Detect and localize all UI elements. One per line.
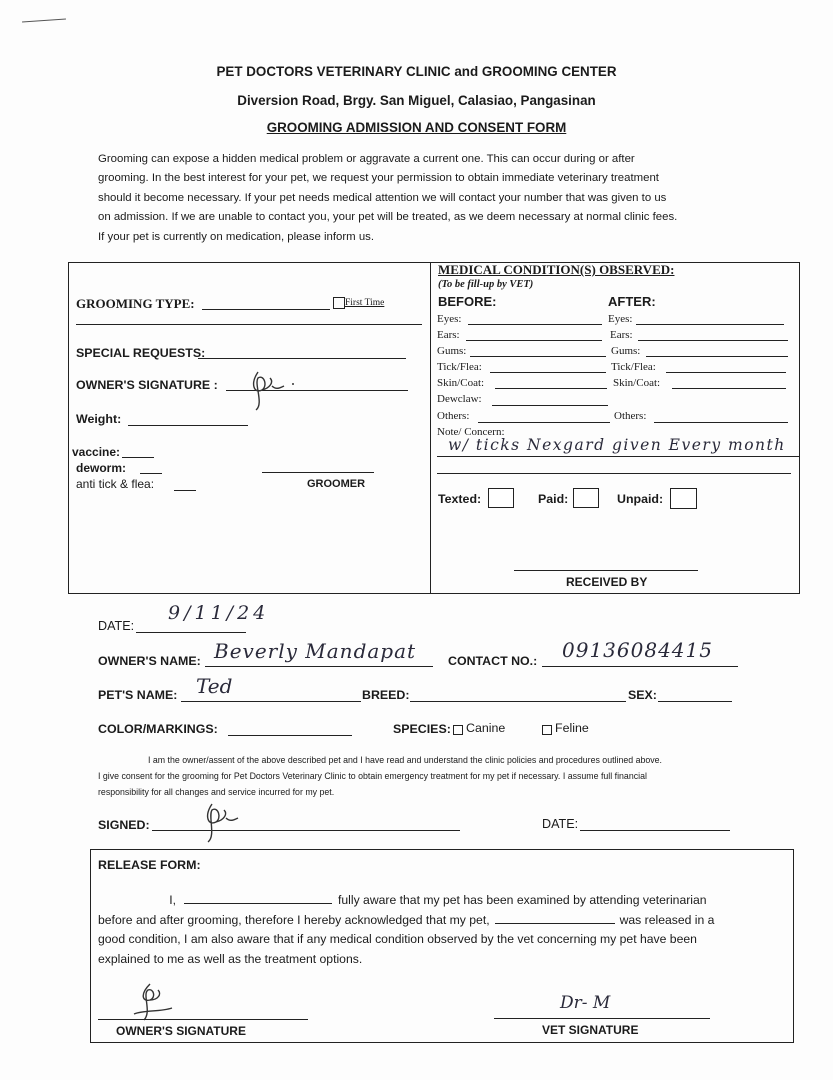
contact-label: CONTACT NO.: bbox=[448, 654, 538, 668]
vet-signature-handwriting: Dr- M bbox=[560, 993, 611, 1013]
date-field[interactable] bbox=[136, 632, 246, 633]
owner-signature-scribble bbox=[244, 364, 304, 414]
received-by-label: RECEIVED BY bbox=[566, 575, 648, 589]
before-ears-label: Ears: bbox=[437, 329, 460, 341]
weight-field[interactable] bbox=[128, 425, 248, 426]
owner-name-handwriting: Beverly Mandapat bbox=[214, 639, 417, 663]
consent-date-field[interactable] bbox=[580, 830, 730, 831]
release-title: RELEASE FORM: bbox=[98, 858, 201, 872]
sex-field[interactable] bbox=[658, 701, 732, 702]
breed-field[interactable] bbox=[410, 701, 626, 702]
date-handwriting: 9/11/24 bbox=[168, 602, 270, 624]
before-dewclaw-field[interactable] bbox=[492, 405, 608, 406]
section-divider bbox=[430, 262, 431, 594]
clinic-address: Diversion Road, Brgy. San Miguel, Calasiao, Pangasinan bbox=[237, 93, 596, 108]
after-tickflea-label: Tick/Flea: bbox=[611, 361, 656, 373]
signed-label: SIGNED: bbox=[98, 818, 150, 832]
texted-label: Texted: bbox=[438, 492, 482, 506]
before-dewclaw-label: Dewclaw: bbox=[437, 393, 482, 405]
unpaid-label: Unpaid: bbox=[617, 492, 664, 506]
before-ears-field[interactable] bbox=[466, 340, 602, 341]
sex-label: SEX: bbox=[628, 688, 657, 702]
pet-name-label: PET'S NAME: bbox=[98, 688, 178, 702]
grooming-type-field-2[interactable] bbox=[76, 324, 422, 325]
owners-signature-label: OWNER'S SIGNATURE : bbox=[76, 378, 218, 392]
after-eyes-label: Eyes: bbox=[608, 313, 633, 325]
received-by-field[interactable] bbox=[514, 570, 698, 571]
first-time-label: First Time bbox=[345, 298, 385, 308]
grooming-type-label: GROOMING TYPE: bbox=[76, 296, 195, 311]
paid-checkbox[interactable] bbox=[573, 488, 599, 508]
owner-name-label: OWNER'S NAME: bbox=[98, 654, 201, 668]
deworm-field[interactable] bbox=[140, 473, 162, 474]
special-requests-label: SPECIAL REQUESTS: bbox=[76, 346, 206, 360]
before-eyes-field[interactable] bbox=[468, 324, 602, 325]
after-others-field[interactable] bbox=[654, 422, 788, 423]
before-tickflea-label: Tick/Flea: bbox=[437, 361, 482, 373]
groomer-signature-field[interactable] bbox=[262, 472, 374, 473]
form-title: GROOMING ADMISSION AND CONSENT FORM bbox=[266, 120, 567, 135]
signed-signature-scribble bbox=[198, 798, 248, 846]
consent-line-3: responsibility for all changes and service incurred for my pet. bbox=[98, 787, 335, 797]
vet-signature-label: VET SIGNATURE bbox=[542, 1023, 639, 1037]
deworm-label: deworm: bbox=[76, 461, 127, 475]
consent-line-2: I give consent for the grooming for Pet Doctors Veterinary Clinic to obtain emergency treatment for my pet if necessary. I assume full financial bbox=[98, 771, 647, 781]
feline-label: Feline bbox=[555, 721, 589, 735]
after-ears-field[interactable] bbox=[638, 340, 788, 341]
contact-field[interactable] bbox=[542, 666, 738, 667]
after-gums-field[interactable] bbox=[646, 356, 788, 357]
release-name-field[interactable] bbox=[184, 891, 332, 904]
before-label: BEFORE: bbox=[438, 294, 497, 309]
groomer-label: GROOMER bbox=[307, 478, 366, 490]
before-others-field[interactable] bbox=[478, 422, 610, 423]
release-owner-signature-field[interactable] bbox=[98, 1019, 308, 1020]
intro-paragraph: Grooming can expose a hidden medical problem or aggravate a current one. This can occur during or after grooming. In the best interest for your pet, we request your permission to obtain immediate veterinary treatment should it become necessary. If your pet needs medical attention we will contact your number that was given to us on admission. If we are unable to contact you, your pet will be treated, as we deem necessary at normal clinic fees. If your pet is currently on medication, please inform us. bbox=[98, 153, 678, 243]
anti-tick-label: anti tick & flea: bbox=[76, 477, 155, 491]
medical-subtitle: (To be fill-up by VET) bbox=[438, 279, 534, 290]
consent-line-1: I am the owner/assent of the above described pet and I have read and understand the clinic policies and procedures outlined above. bbox=[148, 755, 662, 765]
release-paragraph: I, fully aware that my pet has been examined by attending veterinarian before and after grooming, therefore I hereby acknowledged that my pet, was released in a good condition, I am also aware that if any medical condition observed by the vet concerning my pet have been explained to me as well as the treatment options. bbox=[98, 893, 715, 966]
after-label: AFTER: bbox=[608, 294, 656, 309]
texted-checkbox[interactable] bbox=[488, 488, 514, 508]
after-skincoat-label: Skin/Coat: bbox=[613, 377, 661, 389]
color-markings-field[interactable] bbox=[228, 735, 352, 736]
anti-tick-field[interactable] bbox=[174, 490, 196, 491]
after-eyes-field[interactable] bbox=[636, 324, 784, 325]
after-ears-label: Ears: bbox=[610, 329, 633, 341]
contact-handwriting: 09136084415 bbox=[562, 638, 713, 662]
after-gums-label: Gums: bbox=[611, 345, 641, 357]
date-label: DATE: bbox=[98, 619, 135, 633]
grooming-type-field[interactable] bbox=[202, 309, 330, 310]
first-time-checkbox[interactable] bbox=[333, 297, 345, 309]
unpaid-checkbox[interactable] bbox=[670, 488, 697, 509]
color-markings-label: COLOR/MARKINGS: bbox=[98, 722, 218, 736]
vaccine-label: vaccine: bbox=[72, 445, 121, 459]
release-owner-signature-scribble bbox=[130, 980, 180, 1024]
canine-label: Canine bbox=[466, 721, 506, 735]
owner-name-field[interactable] bbox=[205, 666, 433, 667]
breed-label: BREED: bbox=[362, 688, 410, 702]
before-gums-label: Gums: bbox=[437, 345, 467, 357]
species-label: SPECIES: bbox=[393, 722, 451, 736]
note-field[interactable] bbox=[437, 456, 799, 457]
note-field-2[interactable] bbox=[437, 473, 791, 474]
after-skincoat-field[interactable] bbox=[672, 388, 786, 389]
release-pet-field[interactable] bbox=[495, 911, 615, 924]
before-skincoat-label: Skin/Coat: bbox=[437, 377, 485, 389]
before-others-label: Others: bbox=[437, 410, 470, 422]
vet-signature-field[interactable] bbox=[494, 1018, 710, 1019]
owner-signature-label: OWNER'S SIGNATURE bbox=[116, 1024, 246, 1038]
canine-checkbox[interactable] bbox=[453, 725, 463, 735]
consent-date-label: DATE: bbox=[542, 817, 579, 831]
after-tickflea-field[interactable] bbox=[666, 372, 786, 373]
special-requests-field[interactable] bbox=[198, 358, 406, 359]
pet-name-field[interactable] bbox=[181, 701, 361, 702]
feline-checkbox[interactable] bbox=[542, 725, 552, 735]
before-eyes-label: Eyes: bbox=[437, 313, 462, 325]
note-label: Note/ Concern: bbox=[437, 426, 505, 438]
before-tickflea-field[interactable] bbox=[490, 372, 606, 373]
vaccine-field[interactable] bbox=[122, 457, 154, 458]
after-others-label: Others: bbox=[614, 410, 647, 422]
before-gums-field[interactable] bbox=[470, 356, 606, 357]
note-handwriting: w/ ticks Nexgard given Every month bbox=[448, 436, 786, 454]
weight-label: Weight: bbox=[76, 412, 122, 426]
pet-name-handwriting: Ted bbox=[196, 674, 233, 698]
medical-title: MEDICAL CONDITION(S) OBSERVED: bbox=[438, 262, 675, 277]
clinic-name: PET DOCTORS VETERINARY CLINIC and GROOMING CENTER bbox=[216, 64, 617, 79]
before-skincoat-field[interactable] bbox=[495, 388, 607, 389]
paid-label: Paid: bbox=[538, 492, 569, 506]
